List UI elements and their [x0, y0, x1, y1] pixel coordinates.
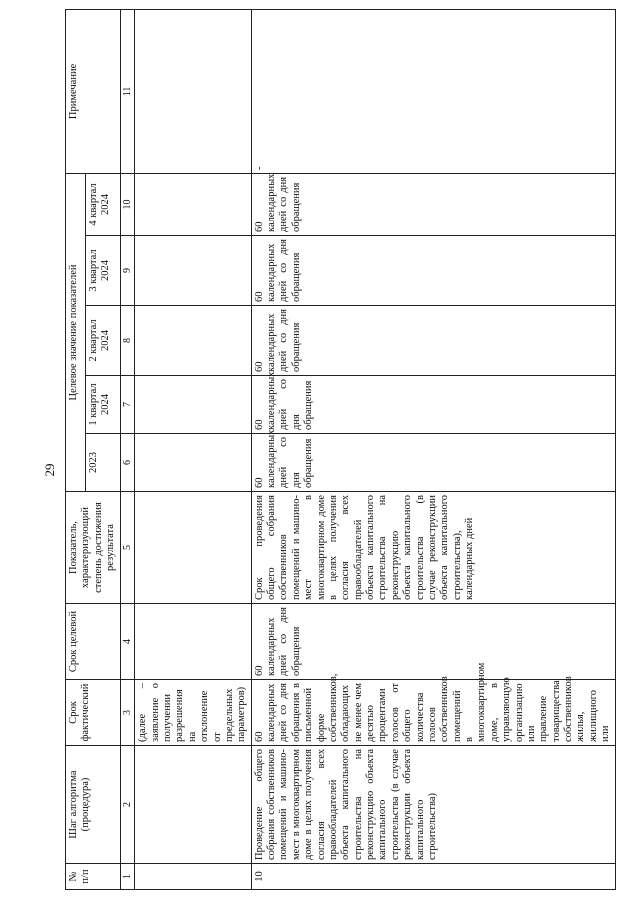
cell-note: -	[251, 9, 615, 173]
cell-q4: 60 календарных дней со дня обращения	[251, 173, 615, 235]
header-note: Примечание	[66, 9, 121, 173]
cell-q1: 60 календарных дней со дня обращения	[251, 376, 615, 434]
cell-2023: 60 календарных дней со дня обращения	[251, 434, 615, 492]
header-step: Шаг алгоритма (процедура)	[66, 746, 121, 864]
col-number: 7	[120, 376, 135, 434]
header-2023: 2023	[86, 434, 120, 492]
header-actual: Срок фактический	[66, 680, 121, 746]
cell-step: Проведение общего собрания собственников помещений и машино-мест в многоквартирном доме в целях получения согласия всех правообладателей объекта капитального строительства на реконструкцию объекта капитального строительства (в случае реконструкции объекта капитального строительства)	[251, 746, 615, 864]
cell-target: 60 календарных дней со дня обращения	[251, 604, 615, 680]
cell-q2: 60 календарных дней со дня обращения	[251, 306, 615, 376]
header-q3: 3 квартал 2024	[86, 236, 120, 306]
col-number: 6	[120, 434, 135, 492]
col-number: 9	[120, 236, 135, 306]
col-number: 3	[120, 680, 135, 746]
cell-actual-continued: (далее – заявление о получении разрешения на отклонение от предельных параметров)	[135, 680, 251, 746]
header-q4: 4 квартал 2024	[86, 173, 120, 235]
cell-num: 10	[251, 864, 615, 890]
table-row-continued	[135, 9, 251, 889]
header-q1: 1 квартал 2024	[86, 376, 120, 434]
header-target: Срок целевой	[66, 604, 121, 680]
col-number: 1	[120, 864, 135, 890]
header-target-values: Целевое значение показателей	[66, 173, 86, 491]
col-number: 8	[120, 306, 135, 376]
cell-actual: 60 календарных дней со дня обращения в письменной форме собственников, обладающих не менее чем десятью процентами голосов от общего количества голосов собственников помещений в многоквартирном доме, в управляющую организацию или правление товарищества собственников жилья, жилищного или	[251, 680, 615, 746]
col-number: 11	[120, 9, 135, 173]
col-number: 2	[120, 746, 135, 864]
cell-indicator: Срок проведения общего собрания собственников помещений и машино-мест в многоквартирном доме в целях получения согласия всех правообладателей объекта капитального строительства на реконструкцию объекта капитального строительства (в случае реконструкции объекта капитального строительства), календарных дней	[251, 492, 615, 604]
table-row-10	[251, 9, 615, 889]
header-q2: 2 квартал 2024	[86, 306, 120, 376]
page-number: 29	[42, 463, 57, 477]
cell-q3: 60 календарных дней со дня обращения	[251, 236, 615, 306]
rotated-table-wrapper	[65, 10, 625, 890]
col-number: 10	[120, 173, 135, 235]
header-num: № п/п	[66, 864, 121, 890]
col-number: 5	[120, 492, 135, 604]
indicators-table	[65, 9, 616, 890]
header-indicator: Показатель, характеризующий степень достижения результата	[66, 492, 121, 604]
column-numbers-row	[120, 9, 135, 889]
col-number: 4	[120, 604, 135, 680]
